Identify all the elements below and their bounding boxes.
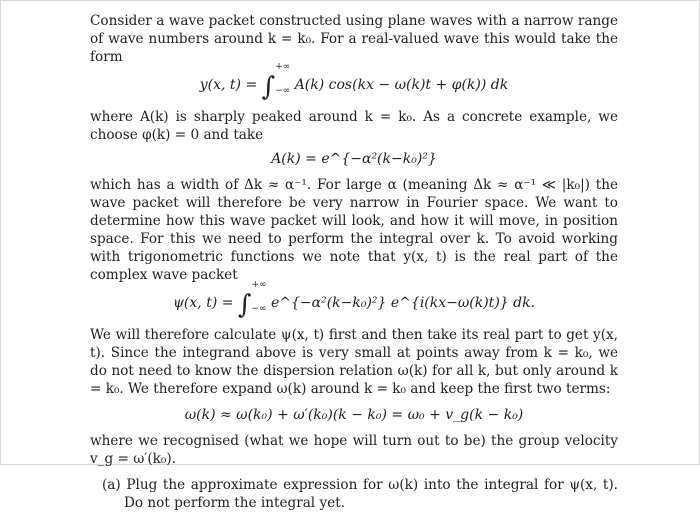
eq3-body: e^{−α²(k−k₀)²} e^{i(kx−ω(k)t)} dk. (270, 295, 536, 311)
paragraph-intro: Consider a wave packet constructed using plane waves with a narrow range of wave numbers around k = k₀. For a real-valued wave this would take the form (90, 13, 618, 65)
question-item-a (90, 476, 618, 512)
equation-amplitude: A(k) = e^{−α²(k−k₀)²} (271, 151, 437, 167)
paragraph-width: which has a width of Δk ≈ α⁻¹. For large α (meaning Δk ≈ α⁻¹ ≪ |k₀|) the wave packet will therefore be very narrow in Fourier space. We want to determine how this wave packet will look, and how it will move, in position space. For this we need to perform the integral over k. To avoid working with trigonometric functions we note that y(x, t) is the real part of the complex wave packet (90, 177, 618, 283)
eq3-lower-limit: −∞ (251, 304, 267, 314)
paragraph-amplitude: where A(k) is sharply peaked around k = k₀. As a concrete example, we choose φ(k) = 0 and take (90, 109, 618, 143)
item-a-text: Plug the approximate expression for ω(k) into the integral for ψ(x, t). Do not perform the integral yet. (124, 477, 618, 511)
eq1-lower-limit: −∞ (275, 86, 291, 96)
eq3-lhs: ψ(x, t) = (172, 295, 234, 311)
item-a-label: (a) (102, 477, 121, 493)
paragraph-group-velocity: where we recognised (what we hope will turn out to be) the group velocity v_g = ω′(k₀). (90, 433, 618, 467)
paragraph-dispersion: We will therefore calculate ψ(x, t) first and then take its real part to get y(x, t). Since the integrand above is very small at points away from k = k₀, we do not need to know the dispersion relation ω(k) for all k, but only around k = k₀. We therefore expand ω(k) around k = k₀ and keep the first two terms: (90, 327, 618, 397)
eq1-body: A(k) cos(kx − ω(k)t + φ(k)) dk (294, 77, 509, 93)
eq1-lhs: y(x, t) = (199, 77, 258, 93)
equation-complex-wave (90, 280, 618, 320)
integral-sign-icon: ∫ (261, 72, 276, 102)
equation-expansion: ω(k) ≈ ω(k₀) + ω′(k₀)(k − k₀) = ω₀ + v_g(k − k₀) (184, 407, 524, 423)
integral-sign-icon: ∫ (237, 290, 252, 320)
equation-real-wave (90, 62, 618, 102)
eq3-upper-limit: +∞ (251, 280, 267, 290)
document-page (90, 12, 618, 512)
eq1-upper-limit: +∞ (275, 62, 291, 72)
